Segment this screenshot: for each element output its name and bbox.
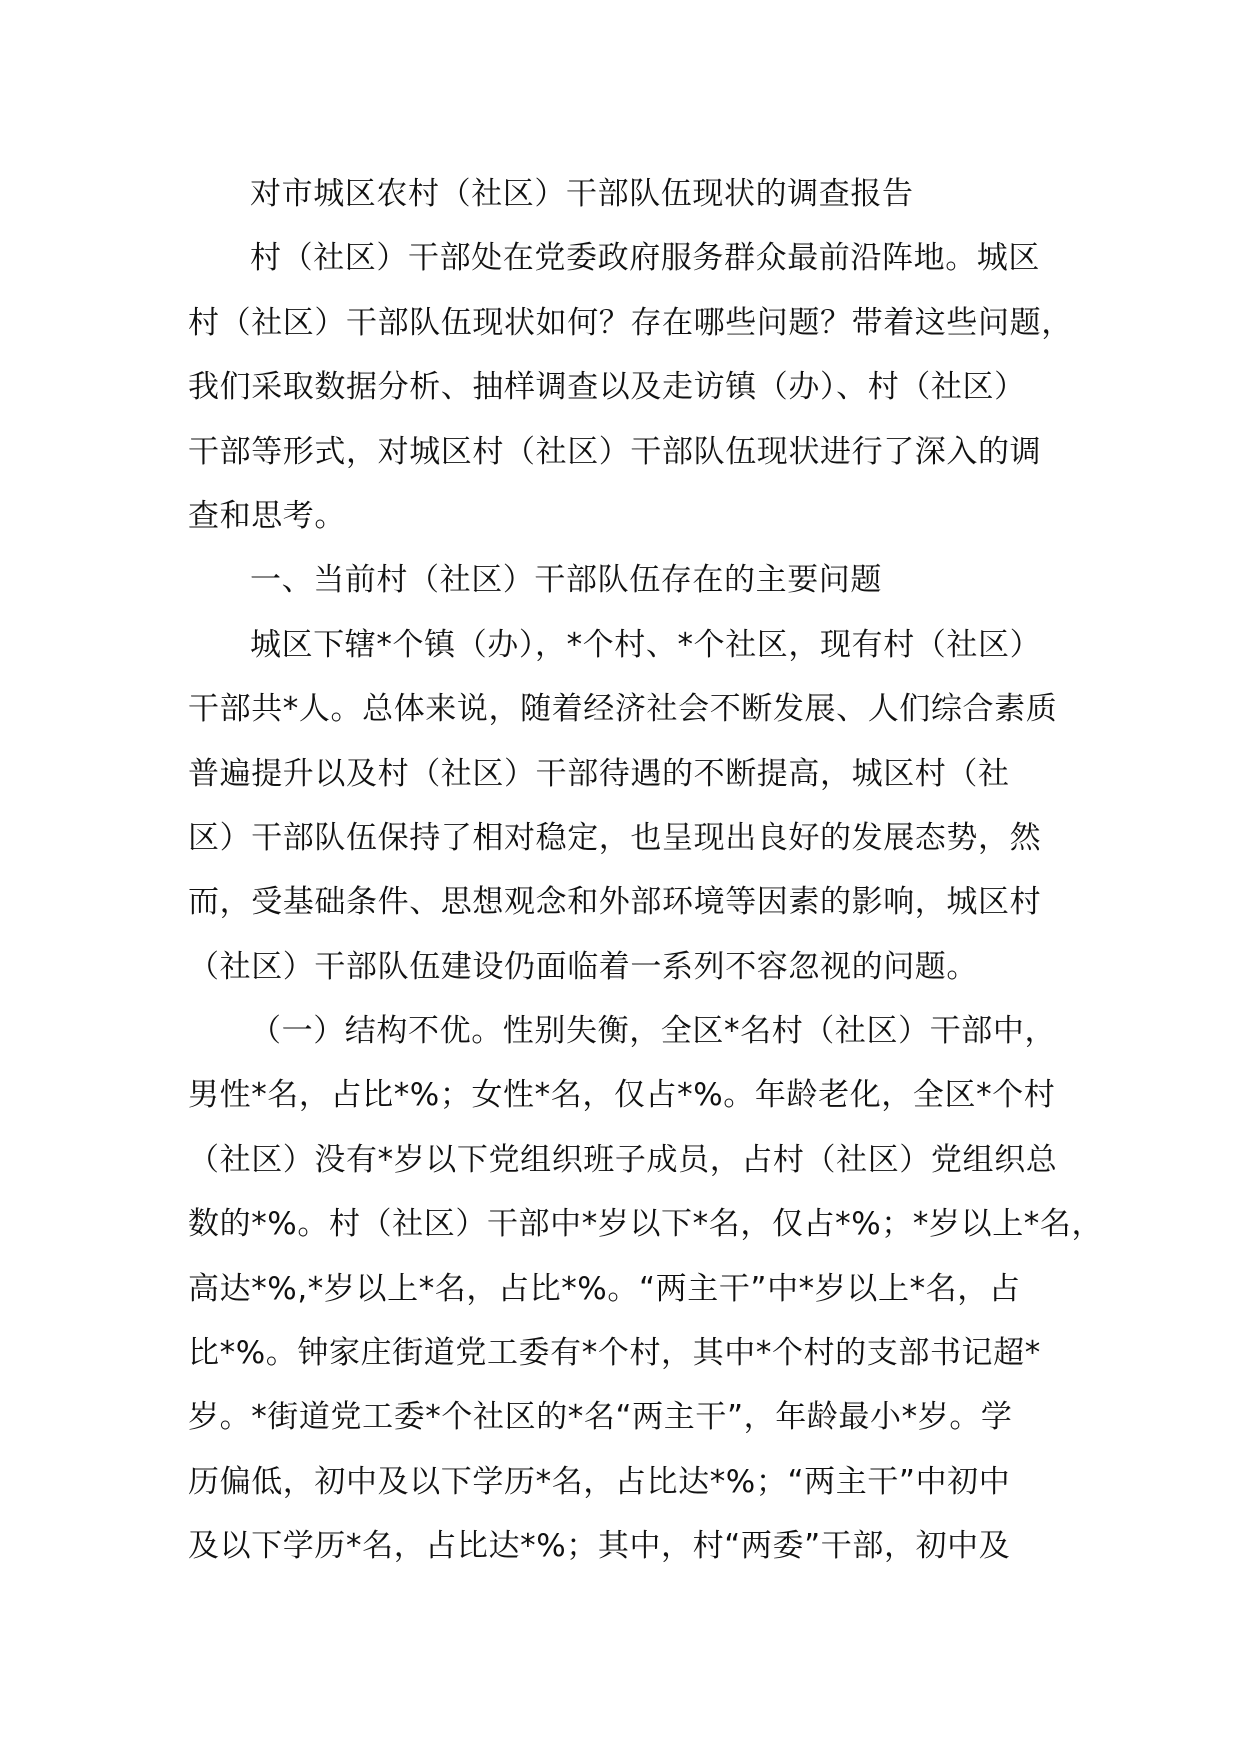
paragraph-line: 高达*%,*岁以上*名，占比*%。“两主干”中*岁以上*名，占 bbox=[188, 1270, 1021, 1307]
paragraph-line: （社区）没有*岁以下党组织班子成员，占村（社区）党组织总 bbox=[188, 1141, 1058, 1178]
paragraph-line: 普遍提升以及村（社区）干部待遇的不断提高，城区村（社 bbox=[188, 755, 1010, 792]
paragraph-structure bbox=[188, 999, 1104, 1579]
paragraph-line: 岁。*街道党工委*个社区的*名“两主干”，年龄最小*岁。学 bbox=[188, 1399, 1013, 1436]
paragraph-line: 查和思考。 bbox=[188, 497, 346, 534]
paragraph-line: 历偏低，初中及以下学历*名，占比达*%；“两主干”中初中 bbox=[188, 1463, 1011, 1500]
document-title: 对市城区农村（社区）干部队伍现状的调查报告 bbox=[250, 176, 914, 212]
paragraph-line: 而，受基础条件、思想观念和外部环境等因素的影响，城区村 bbox=[188, 884, 1042, 921]
paragraph-line: 比*%。钟家庄街道党工委有*个村，其中*个村的支部书记超* bbox=[188, 1335, 1041, 1372]
paragraph-line: （社区）干部队伍建设仍面临着一系列不容忽视的问题。 bbox=[188, 948, 978, 985]
paragraph-overview bbox=[188, 613, 1068, 999]
paragraph-intro bbox=[188, 226, 1073, 548]
paragraph-line: 数的*%。村（社区）干部中*岁以下*名，仅占*%；*岁以上*名， bbox=[188, 1206, 1104, 1243]
paragraph-line: 我们采取数据分析、抽样调查以及走访镇（办）、村（社区） bbox=[188, 369, 1026, 406]
paragraph-line: 城区下辖*个镇（办），*个村、*个社区，现有村（社区） bbox=[250, 626, 1042, 663]
paragraph-line: 村（社区）干部队伍现状如何？存在哪些问题？带着这些问题， bbox=[188, 304, 1073, 341]
paragraph-line: 干部等形式，对城区村（社区）干部队伍现状进行了深入的调 bbox=[188, 433, 1042, 470]
paragraph-line: 及以下学历*名，占比达*%；其中，村“两委”干部，初中及 bbox=[188, 1528, 1011, 1565]
paragraph-line: （一）结构不优。性别失衡，全区*名村（社区）干部中， bbox=[250, 1013, 1057, 1050]
paragraph-line: 村（社区）干部处在党委政府服务群众最前沿阵地。城区 bbox=[250, 240, 1040, 277]
document-body bbox=[188, 162, 1104, 1579]
paragraph-line: 干部共*人。总体来说，随着经济社会不断发展、人们综合素质 bbox=[188, 691, 1058, 728]
section-heading-text: 一、当前村（社区）干部队伍存在的主要问题 bbox=[250, 562, 882, 599]
section-heading bbox=[188, 548, 1068, 612]
paragraph-line: 区）干部队伍保持了相对稳定，也呈现出良好的发展态势，然 bbox=[188, 819, 1042, 856]
paragraph-line: 男性*名，占比*%；女性*名，仅占*%。年龄老化，全区*个村 bbox=[188, 1077, 1056, 1114]
